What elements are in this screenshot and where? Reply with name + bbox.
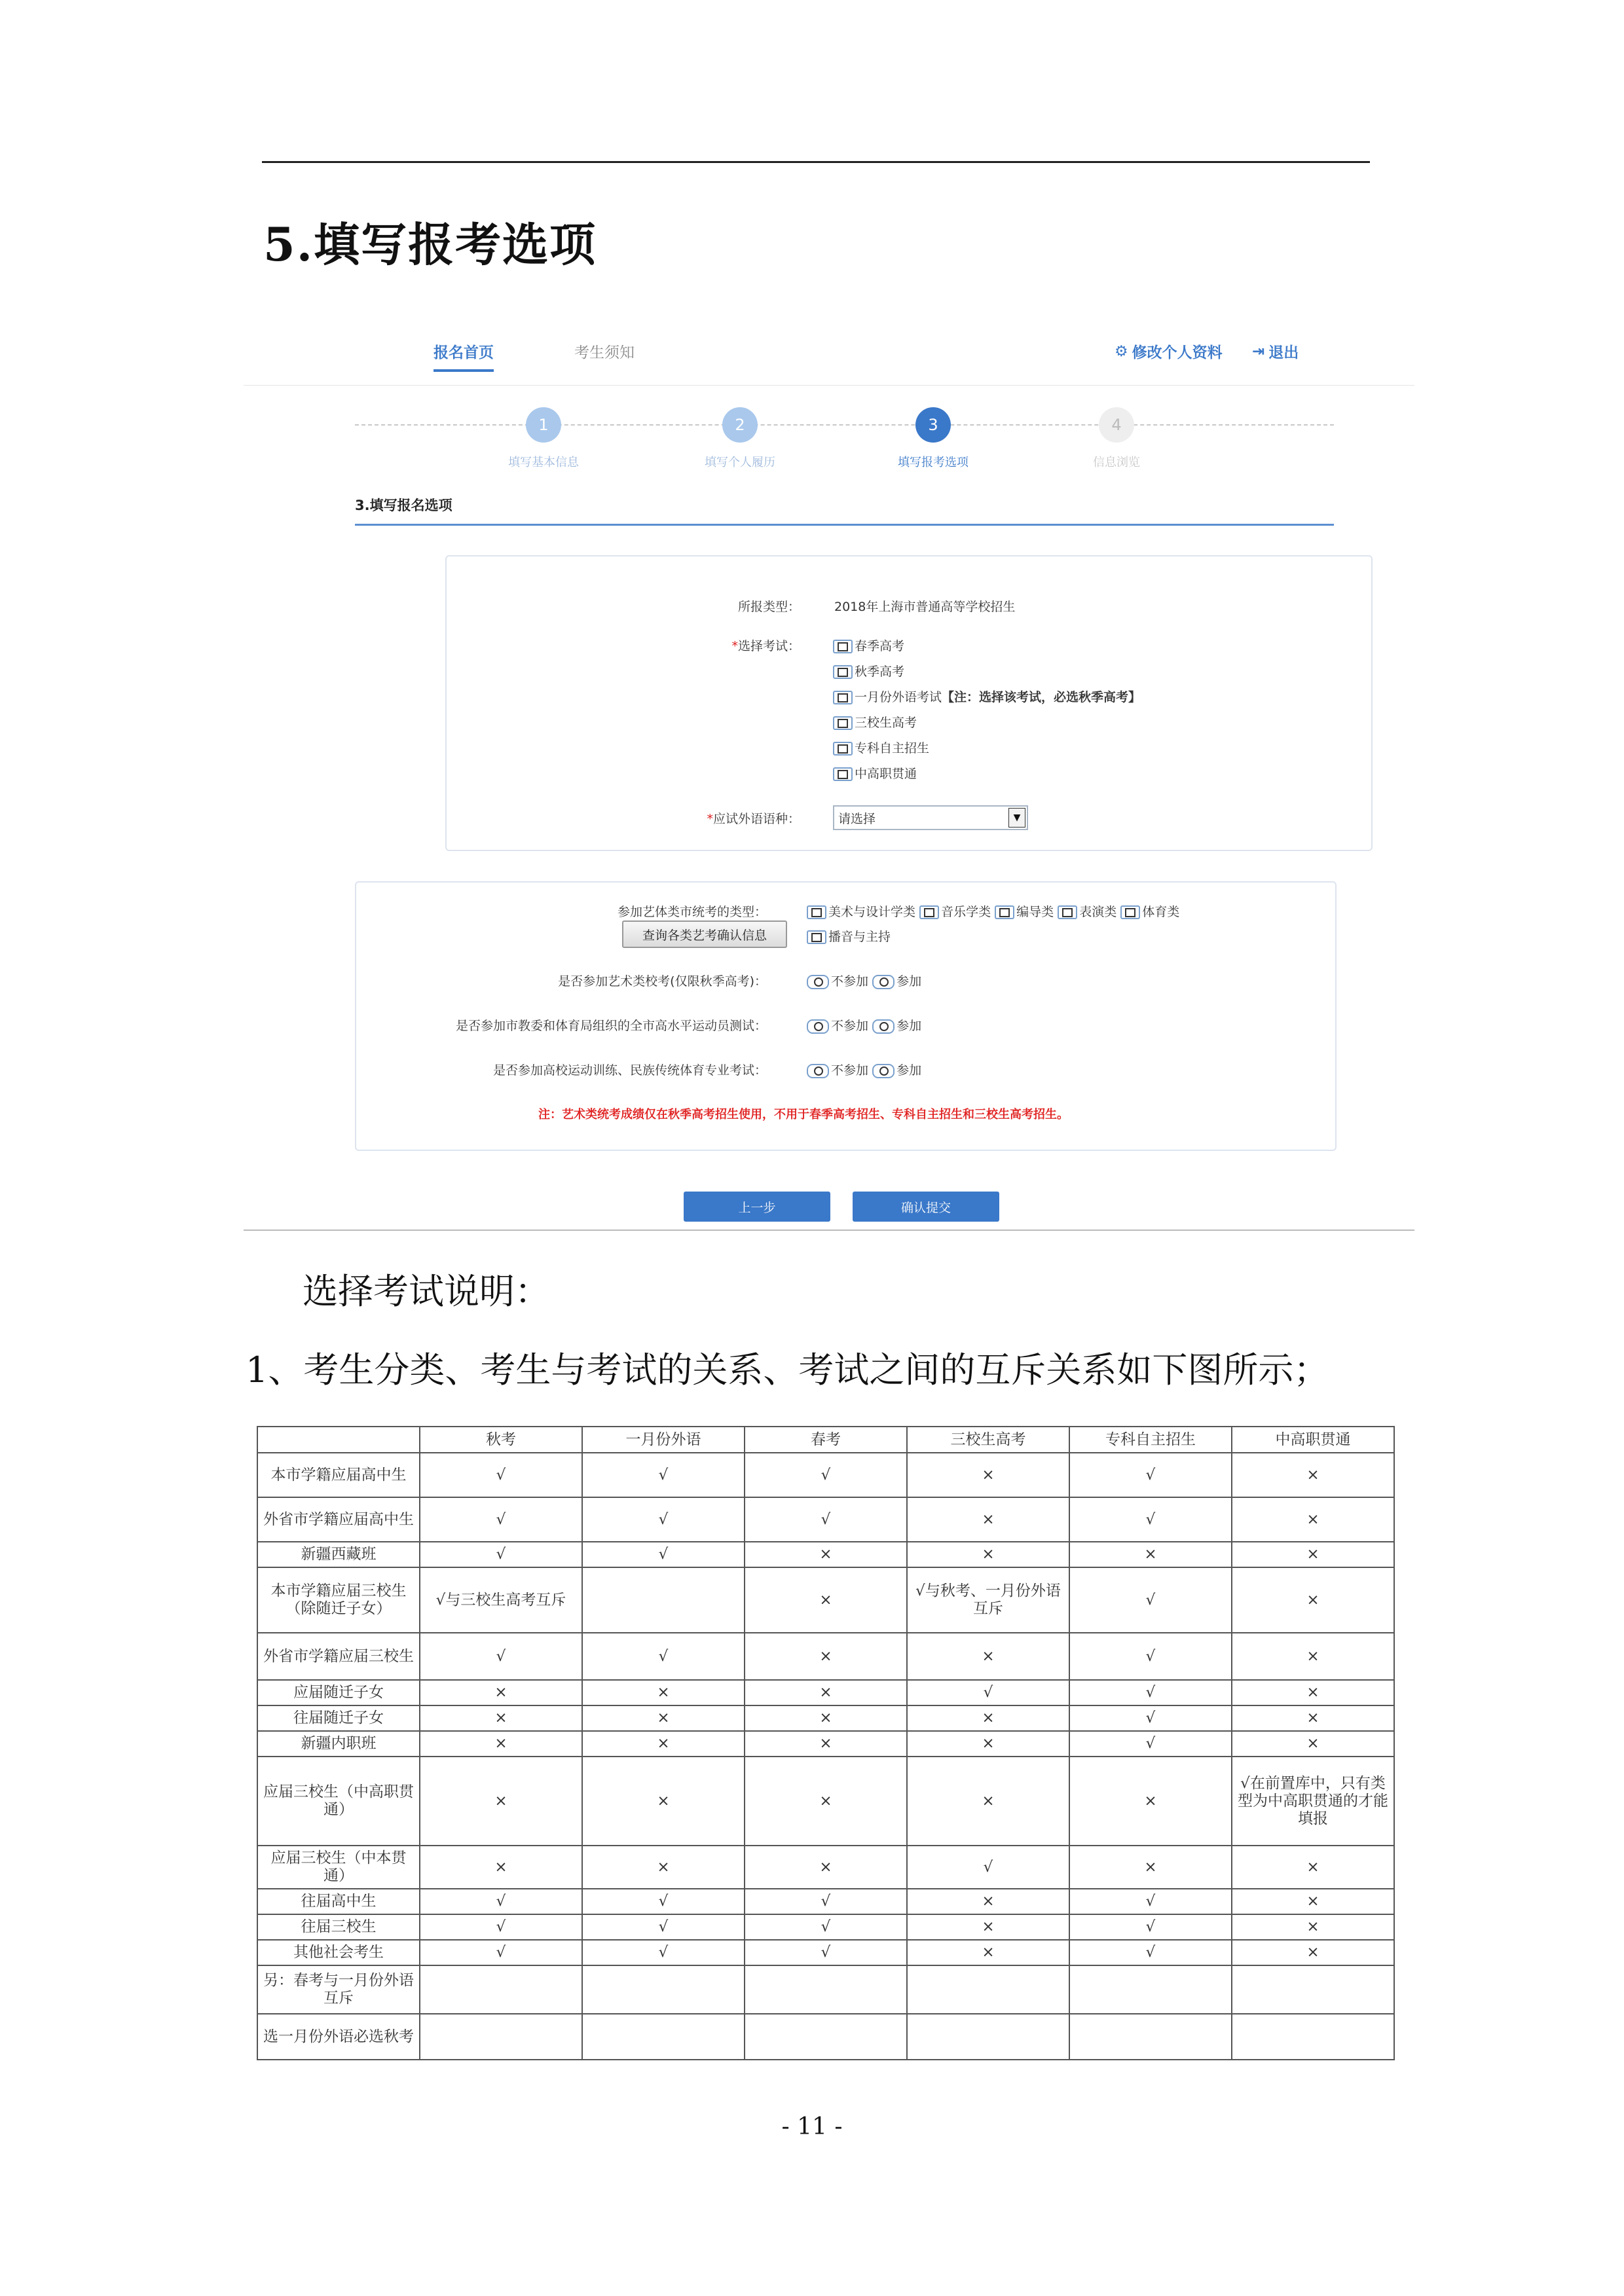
table-cell: √ <box>582 1633 745 1680</box>
table-row <box>257 1633 1394 1680</box>
edit-profile-link[interactable]: ⚙ 修改个人资料 <box>1115 342 1223 361</box>
table-cell: × <box>907 1705 1069 1731</box>
art-school-exam-radios: 不参加 参加 <box>807 972 921 989</box>
table-cell: 往届高中生 <box>257 1889 420 1914</box>
form-heading-rule <box>355 524 1334 526</box>
exam-option-three-school[interactable]: 三校生高考 <box>833 713 917 731</box>
table-cell: 新疆内职班 <box>257 1731 420 1757</box>
jan-language-note: 【注：选择该考试，必选秋季高考】 <box>942 690 1141 704</box>
portal-screenshot <box>244 308 1414 1231</box>
exam-options-panel <box>445 555 1373 851</box>
table-cell: 本市学籍应届三校生（除随迁子女） <box>257 1567 420 1633</box>
table-cell: × <box>907 1453 1069 1497</box>
table-cell: × <box>1232 1680 1394 1705</box>
table-cell: √ <box>1069 1889 1232 1914</box>
athlete-test-radios: 不参加 参加 <box>807 1016 921 1034</box>
table-cell: × <box>745 1567 907 1633</box>
header-cell: 专科自主招生 <box>1069 1427 1232 1453</box>
type-label: 所报类型： <box>737 600 800 614</box>
table-cell: √ <box>420 1633 582 1680</box>
nav-notice-tab[interactable]: 考生须知 <box>574 344 635 361</box>
table-row <box>257 1680 1394 1705</box>
header-cell: 一月份外语 <box>582 1427 745 1453</box>
radio[interactable] <box>872 1019 895 1034</box>
table-cell: × <box>1232 1889 1394 1914</box>
table-cell: × <box>420 1731 582 1757</box>
table-cell: 本市学籍应届高中生 <box>257 1453 420 1497</box>
table-cell: × <box>1232 1940 1394 1965</box>
table-cell: × <box>1232 1846 1394 1889</box>
table-cell: × <box>582 1757 745 1846</box>
table-cell <box>1232 1965 1394 2014</box>
table-cell: √ <box>1069 1705 1232 1731</box>
screenshot-bottom-rule <box>244 1230 1414 1231</box>
table-cell: 应届随迁子女 <box>257 1680 420 1705</box>
table-header-row <box>257 1427 1394 1453</box>
table-cell: √与三校生高考互斥 <box>420 1567 582 1633</box>
table-cell: √ <box>582 1940 745 1965</box>
table-row <box>257 2014 1394 2060</box>
table-cell: √ <box>907 1680 1069 1705</box>
table-cell: × <box>907 1889 1069 1914</box>
table-row <box>257 1965 1394 2014</box>
table-cell: × <box>1232 1567 1394 1633</box>
table-cell: × <box>745 1705 907 1731</box>
table-cell: × <box>420 1757 582 1846</box>
exam-label: *选择考试： <box>731 639 800 653</box>
checkbox[interactable] <box>833 691 853 704</box>
query-art-info-button[interactable]: 查询各类艺考确认信息 <box>622 920 787 948</box>
step-1-circle: 1 <box>526 407 561 443</box>
table-row <box>257 1914 1394 1940</box>
table-cell: √ <box>420 1497 582 1542</box>
table-cell: √ <box>1069 1680 1232 1705</box>
checkbox[interactable] <box>1058 905 1077 919</box>
language-select[interactable]: 请选择 ▼ <box>833 805 1028 830</box>
step-3-label: 填写报考选项 <box>898 456 969 469</box>
table-cell: √ <box>582 1542 745 1567</box>
table-cell: × <box>1232 1731 1394 1757</box>
table-cell <box>420 1965 582 2014</box>
table-cell: × <box>745 1846 907 1889</box>
table-cell <box>1232 2014 1394 2060</box>
table-cell <box>745 1965 907 2014</box>
table-cell: √ <box>582 1497 745 1542</box>
prev-step-button[interactable]: 上一步 <box>684 1192 830 1222</box>
table-cell: √ <box>745 1497 907 1542</box>
table-cell: √ <box>420 1542 582 1567</box>
table-cell: × <box>582 1680 745 1705</box>
table-cell: √ <box>745 1914 907 1940</box>
checkbox[interactable] <box>807 930 826 944</box>
table-cell: × <box>907 1914 1069 1940</box>
radio[interactable] <box>807 1019 829 1034</box>
art-option-broadcast[interactable]: 播音与主持 <box>807 927 891 945</box>
table-cell: × <box>745 1542 907 1567</box>
table-cell <box>907 1965 1069 2014</box>
table-cell: × <box>745 1757 907 1846</box>
logout-link[interactable]: ⇥ 退出 <box>1252 342 1299 361</box>
stepper-track <box>355 424 1334 426</box>
table-row <box>257 1567 1394 1633</box>
table-cell: √在前置库中，只有类型为中高职贯通的才能填报 <box>1232 1757 1394 1846</box>
table-cell: 往届三校生 <box>257 1914 420 1940</box>
table-cell: √ <box>745 1940 907 1965</box>
checkbox[interactable] <box>807 905 826 919</box>
table-cell: √ <box>1069 1497 1232 1542</box>
table-cell: 另：春考与一月份外语互斥 <box>257 1965 420 2014</box>
exam-option-college-self[interactable]: 专科自主招生 <box>833 738 929 756</box>
step-4-circle: 4 <box>1099 407 1134 443</box>
table-cell: × <box>745 1633 907 1680</box>
exam-relation-table <box>257 1426 1395 2060</box>
table-cell: × <box>1069 1542 1232 1567</box>
header-cell: 春考 <box>745 1427 907 1453</box>
header-cell: 秋考 <box>420 1427 582 1453</box>
step-2-circle: 2 <box>722 407 758 443</box>
checkbox[interactable] <box>1120 905 1140 919</box>
exam-option-spring[interactable]: 春季高考 <box>833 636 904 654</box>
step-3-circle: 3 <box>915 407 951 443</box>
table-cell: √ <box>1069 1731 1232 1757</box>
form-heading: 3.填写报名选项 <box>355 498 452 513</box>
table-cell: 选一月份外语必选秋考 <box>257 2014 420 2060</box>
table-row <box>257 1453 1394 1497</box>
table-cell <box>582 1567 745 1633</box>
table-cell <box>420 2014 582 2060</box>
checkbox[interactable] <box>919 905 939 919</box>
table-cell: × <box>907 1757 1069 1846</box>
table-cell: √ <box>1069 1914 1232 1940</box>
point-1-text: 1、考生分类、考生与考试的关系、考试之间的互斥关系如下图所示； <box>246 1349 1329 1391</box>
table-cell: √ <box>420 1889 582 1914</box>
header-divider <box>244 385 1414 386</box>
table-cell: × <box>1069 1757 1232 1846</box>
table-row <box>257 1940 1394 1965</box>
checkbox[interactable] <box>833 665 853 679</box>
type-value: 2018年上海市普通高等学校招生 <box>834 600 1016 614</box>
art-options-row: 美术与设计学类 音乐学类 编导类 表演类 体育类 <box>807 902 1179 920</box>
table-cell: √ <box>907 1846 1069 1889</box>
table-cell: × <box>420 1705 582 1731</box>
table-cell: √ <box>1069 1453 1232 1497</box>
table-row <box>257 1731 1394 1757</box>
art-type-label: 参加艺体类市统考的类型： <box>617 905 767 919</box>
radio[interactable] <box>807 975 829 989</box>
table-cell: × <box>582 1731 745 1757</box>
table-cell: 应届三校生（中高职贯通） <box>257 1757 420 1846</box>
table-cell: √ <box>582 1453 745 1497</box>
athlete-test-label: 是否参加市教委和体育局组织的全市高水平运动员测试： <box>455 1019 767 1033</box>
table-cell <box>907 2014 1069 2060</box>
table-row <box>257 1846 1394 1889</box>
table-cell <box>1069 2014 1232 2060</box>
table-cell: √与秋考、一月份外语互斥 <box>907 1567 1069 1633</box>
art-exam-note: 注：艺术类统考成绩仅在秋季高考招生使用，不用于春季高考招生、专科自主招生和三校生高考招生。 <box>538 1108 1069 1121</box>
confirm-submit-button[interactable]: 确认提交 <box>853 1192 999 1222</box>
table-cell: 应届三校生（中本贯通） <box>257 1846 420 1889</box>
page-number: - 11 - <box>781 2113 843 2140</box>
gear-icon: ⚙ <box>1115 342 1128 360</box>
checkbox[interactable] <box>833 640 853 653</box>
table-cell: 外省市学籍应届三校生 <box>257 1633 420 1680</box>
table-cell: × <box>745 1731 907 1757</box>
table-cell <box>582 1965 745 2014</box>
nav-home-tab[interactable]: 报名首页 <box>434 340 494 362</box>
header-cell: 三校生高考 <box>907 1427 1069 1453</box>
table-cell: × <box>745 1680 907 1705</box>
sports-major-exam-label: 是否参加高校运动训练、民族传统体育专业考试： <box>492 1063 767 1078</box>
table-cell: × <box>1069 1846 1232 1889</box>
chevron-down-icon: ▼ <box>1008 808 1025 828</box>
language-label: *应试外语语种： <box>707 812 800 826</box>
step-2-label: 填写个人履历 <box>705 456 775 469</box>
exam-option-autumn[interactable]: 秋季高考 <box>833 662 904 680</box>
table-cell: × <box>1232 1633 1394 1680</box>
art-school-exam-label: 是否参加艺术类校考(仅限秋季高考)： <box>558 974 767 989</box>
section-title: 5.填写报考选项 <box>263 217 597 272</box>
table-cell: √ <box>1069 1940 1232 1965</box>
table-cell: √ <box>1069 1633 1232 1680</box>
table-cell <box>582 2014 745 2060</box>
table-cell: √ <box>420 1914 582 1940</box>
table-cell: √ <box>582 1889 745 1914</box>
table-cell: × <box>582 1705 745 1731</box>
table-cell: 其他社会考生 <box>257 1940 420 1965</box>
header-rule <box>262 161 1370 163</box>
step-1-label: 填写基本信息 <box>508 456 579 469</box>
intro-heading: 选择考试说明： <box>303 1271 550 1312</box>
sports-major-exam-radios: 不参加 参加 <box>807 1061 921 1078</box>
table-cell: √ <box>582 1914 745 1940</box>
table-cell: × <box>1232 1453 1394 1497</box>
table-cell: × <box>420 1680 582 1705</box>
active-tab-underline <box>434 369 494 372</box>
table-cell: 新疆西藏班 <box>257 1542 420 1567</box>
checkbox[interactable] <box>833 767 853 781</box>
table-cell: × <box>907 1497 1069 1542</box>
table-cell: 往届随迁子女 <box>257 1705 420 1731</box>
exam-option-jan-language[interactable]: 一月份外语考试【注：选择该考试，必选秋季高考】 <box>833 687 1141 705</box>
table-cell: × <box>582 1846 745 1889</box>
table-cell: × <box>1232 1497 1394 1542</box>
table-cell: √ <box>745 1453 907 1497</box>
table-cell: × <box>420 1846 582 1889</box>
table-cell: √ <box>1069 1567 1232 1633</box>
table-cell: × <box>907 1940 1069 1965</box>
table-cell: × <box>907 1731 1069 1757</box>
table-cell: √ <box>420 1453 582 1497</box>
table-cell: √ <box>745 1889 907 1914</box>
table-cell: × <box>1232 1542 1394 1567</box>
table-row <box>257 1542 1394 1567</box>
table-cell: × <box>907 1542 1069 1567</box>
table-cell: × <box>1232 1914 1394 1940</box>
table-cell <box>1069 1965 1232 2014</box>
table-cell: 外省市学籍应届高中生 <box>257 1497 420 1542</box>
table-cell: × <box>1232 1705 1394 1731</box>
step-4-label: 信息浏览 <box>1093 456 1140 469</box>
table-cell: × <box>907 1633 1069 1680</box>
checkbox[interactable] <box>833 742 853 756</box>
header-cell: 中高职贯通 <box>1232 1427 1394 1453</box>
table-row <box>257 1705 1394 1731</box>
logout-icon: ⇥ <box>1252 342 1265 360</box>
checkbox[interactable] <box>995 905 1014 919</box>
table-cell: √ <box>420 1940 582 1965</box>
art-sports-panel <box>355 881 1337 1151</box>
table-cell <box>745 2014 907 2060</box>
radio[interactable] <box>872 975 895 989</box>
radio[interactable] <box>807 1064 829 1078</box>
table-row <box>257 1757 1394 1846</box>
table-row <box>257 1889 1394 1914</box>
radio[interactable] <box>872 1064 895 1078</box>
table-row <box>257 1497 1394 1542</box>
checkbox[interactable] <box>833 716 853 730</box>
exam-option-mid-high[interactable]: 中高职贯通 <box>833 764 917 782</box>
header-cell <box>257 1427 420 1453</box>
